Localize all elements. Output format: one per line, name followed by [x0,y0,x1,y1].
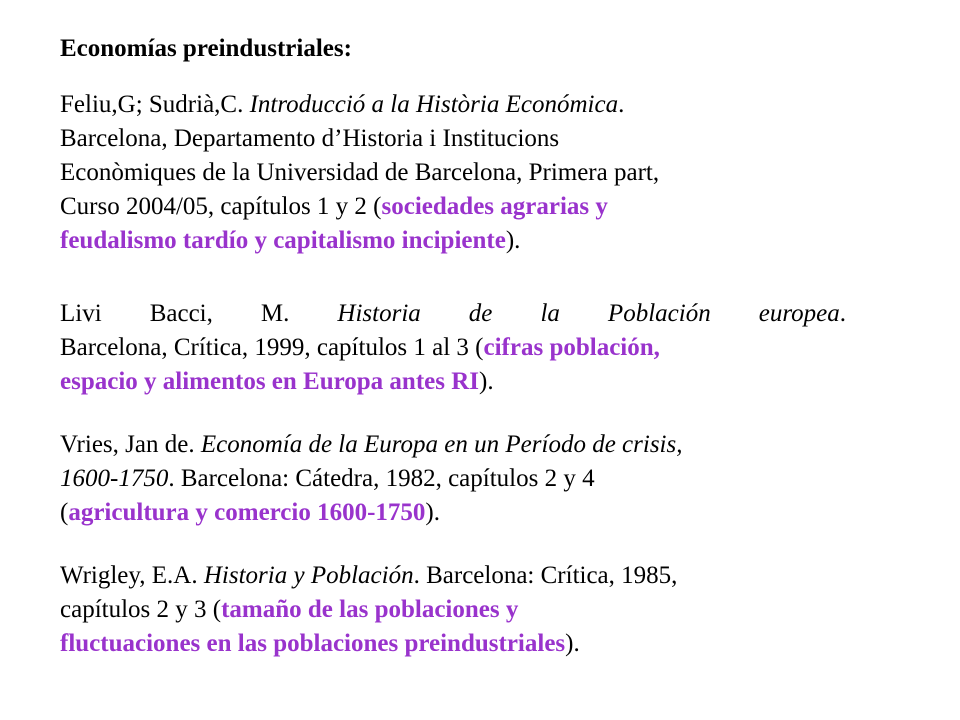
highlight-topic: cifras población, [483,334,660,361]
reference-feliu-sudria [60,88,846,258]
reference-wrigley [60,559,846,661]
ref-line: Vries, Jan de. Economía de la Europa en un Período de crisis, [60,431,683,458]
highlight-topic: fluctuaciones en las poblaciones preindustriales [60,630,566,657]
highlight-topic: tamaño de las poblaciones y [221,596,519,623]
ref-line: Barcelona, Crítica, 1999, capítulos 1 al 3 (cifras población, [60,334,660,361]
ref-line: Feliu,G; Sudrià,C. Introducció a la Història Económica. [60,91,625,118]
ref-line: Barcelona, Departamento d’Historia i Institucions [60,125,560,152]
highlight-topic: espacio y alimentos en Europa antes RI [60,368,480,395]
ref-line: capítulos 2 y 3 (tamaño de las poblaciones y [60,596,519,623]
highlight-topic: sociedades agrarias y [381,193,608,220]
page-title: Economías preindustriales: [60,35,352,62]
ref-line: espacio y alimentos en Europa antes RI). [60,368,494,395]
ref-line: Livi Bacci, M. Historia de la Población europea. [60,300,846,327]
ref-line: (agricultura y comercio 1600-1750). [60,499,440,526]
ref-line: Wrigley, E.A. Historia y Población. Barcelona: Crítica, 1985, [60,562,678,589]
ref-line: Econòmiques de la Universidad de Barcelona, Primera part, [60,159,660,186]
reference-vries [60,428,846,530]
ref-line: Curso 2004/05, capítulos 1 y 2 (sociedades agrarias y [60,193,608,220]
highlight-topic: feudalismo tardío y capitalismo incipiente [60,227,506,254]
ref-line: feudalismo tardío y capitalismo incipiente). [60,227,521,254]
ref-line: fluctuaciones en las poblaciones preindustriales). [60,630,580,657]
ref-line: 1600-1750. Barcelona: Cátedra, 1982, capítulos 2 y 4 [60,465,595,492]
highlight-topic: agricultura y comercio 1600-1750 [68,499,426,526]
reference-livi-bacci [60,297,846,399]
